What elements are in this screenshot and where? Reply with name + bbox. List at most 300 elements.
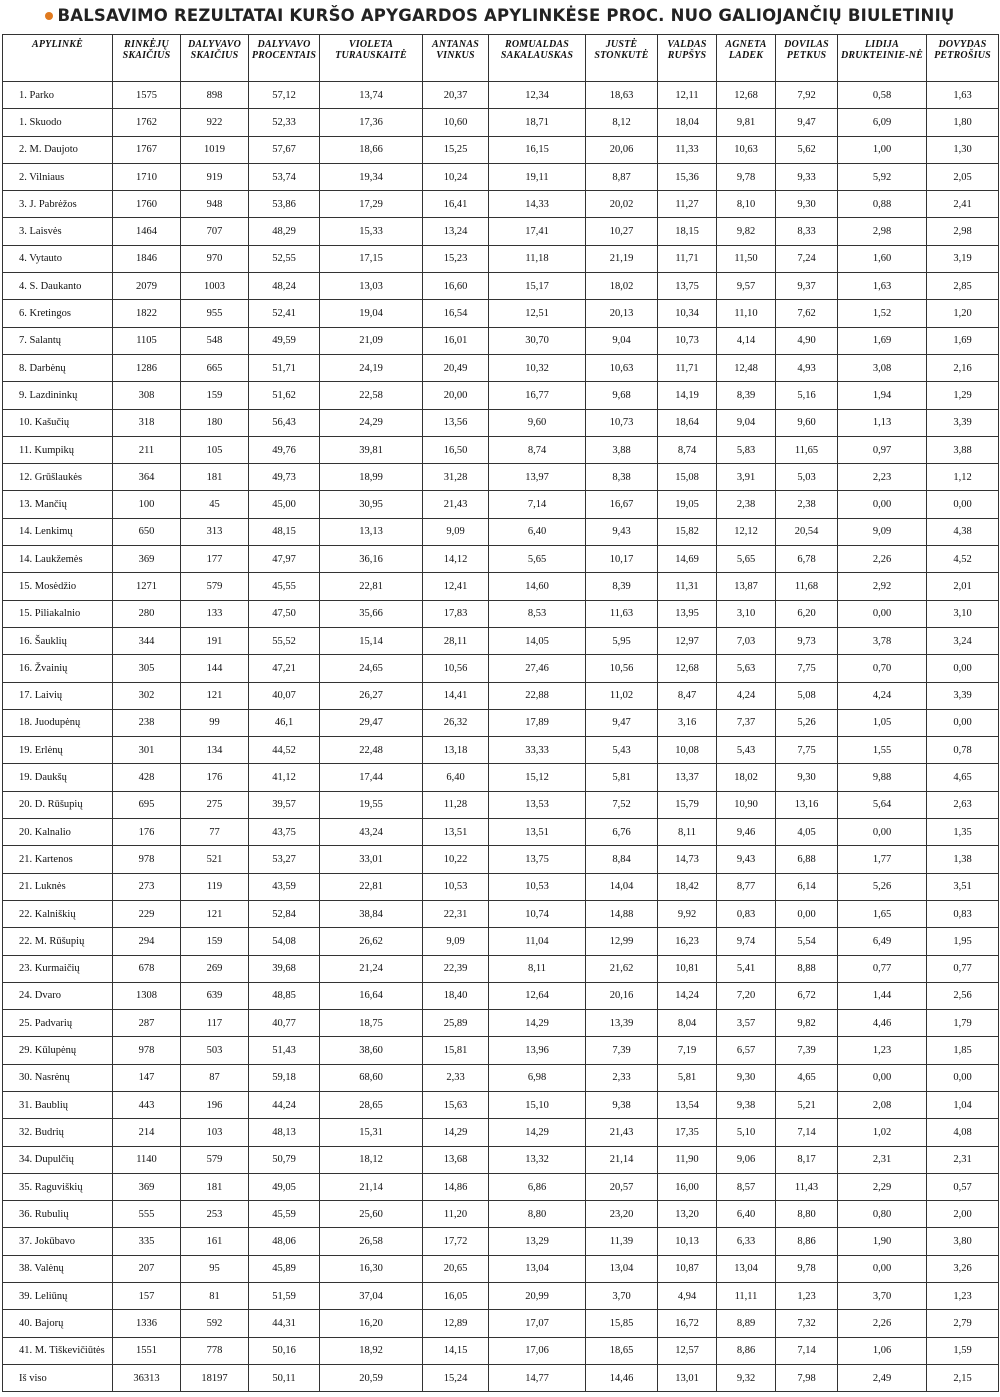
value-cell: 207 [113,1255,181,1282]
value-cell: 15,17 [489,273,586,300]
value-cell: 33,01 [320,846,423,873]
value-cell: 7,14 [776,1119,838,1146]
value-cell: 579 [181,1146,249,1173]
district-name-cell: 6. Kretingos [3,300,113,327]
table-row [3,1255,999,1282]
value-cell: 8,80 [489,1201,586,1228]
table-row [3,1201,999,1228]
value-cell: 20,02 [586,191,658,218]
value-cell: 19,04 [320,300,423,327]
value-cell: 5,65 [489,546,586,573]
value-cell: 0,83 [927,900,999,927]
value-cell: 95 [181,1255,249,1282]
value-cell: 269 [181,955,249,982]
value-cell: 8,17 [776,1146,838,1173]
value-cell: 68,60 [320,1064,423,1091]
value-cell: 13,20 [658,1201,717,1228]
header-cell: RINKĖJŲ SKAIČIUS [113,35,181,82]
value-cell: 16,41 [423,191,489,218]
page-title [0,2,1000,30]
value-cell: 0,00 [838,819,927,846]
value-cell: 1,52 [838,300,927,327]
value-cell: 2,33 [423,1064,489,1091]
value-cell: 11,02 [586,682,658,709]
value-cell: 3,10 [717,600,776,627]
value-cell: 12,51 [489,300,586,327]
table-row [3,1119,999,1146]
value-cell: 12,57 [658,1337,717,1364]
value-cell: 13,32 [489,1146,586,1173]
value-cell: 5,83 [717,436,776,463]
value-cell: 8,11 [658,819,717,846]
district-name-cell: 8. Darbėnų [3,354,113,381]
value-cell: 9,74 [717,928,776,955]
value-cell: 2,41 [927,191,999,218]
value-cell: 211 [113,436,181,463]
value-cell: 14,88 [586,900,658,927]
value-cell: 0,57 [927,1173,999,1200]
value-cell: 24,29 [320,409,423,436]
value-cell: 14,60 [489,573,586,600]
value-cell: 147 [113,1064,181,1091]
value-cell: 22,31 [423,900,489,927]
value-cell: 3,39 [927,682,999,709]
value-cell: 9,82 [776,1010,838,1037]
value-cell: 6,40 [423,764,489,791]
value-cell: 5,03 [776,464,838,491]
value-cell: 11,65 [776,436,838,463]
value-cell: 22,88 [489,682,586,709]
value-cell: 919 [181,163,249,190]
value-cell: 13,04 [717,1255,776,1282]
value-cell: 6,98 [489,1064,586,1091]
value-cell: 0,00 [838,491,927,518]
value-cell: 21,62 [586,955,658,982]
value-cell: 707 [181,218,249,245]
value-cell: 7,14 [489,491,586,518]
value-cell: 28,11 [423,627,489,654]
value-cell: 5,64 [838,791,927,818]
value-cell: 18,66 [320,136,423,163]
value-cell: 133 [181,600,249,627]
value-cell: 15,33 [320,218,423,245]
value-cell: 8,38 [586,464,658,491]
value-cell: 43,59 [249,873,320,900]
value-cell: 5,16 [776,382,838,409]
value-cell: 6,78 [776,546,838,573]
value-cell: 15,82 [658,518,717,545]
value-cell: 18,92 [320,1337,423,1364]
value-cell: 14,29 [489,1010,586,1037]
value-cell: 15,23 [423,245,489,272]
value-cell: 13,87 [717,573,776,600]
value-cell: 7,75 [776,655,838,682]
table-row [3,1337,999,1364]
value-cell: 43,75 [249,819,320,846]
value-cell: 16,54 [423,300,489,327]
value-cell: 53,27 [249,846,320,873]
value-cell: 17,83 [423,600,489,627]
value-cell: 0,00 [838,1255,927,1282]
value-cell: 1822 [113,300,181,327]
value-cell: 7,52 [586,791,658,818]
value-cell: 1,85 [927,1037,999,1064]
value-cell: 5,41 [717,955,776,982]
value-cell: 9,78 [776,1255,838,1282]
value-cell: 2,38 [717,491,776,518]
value-cell: 275 [181,791,249,818]
value-cell: 10,53 [489,873,586,900]
value-cell: 2,98 [838,218,927,245]
value-cell: 13,51 [489,819,586,846]
value-cell: 47,21 [249,655,320,682]
table-row [3,518,999,545]
table-row [3,1310,999,1337]
table-row [3,955,999,982]
table-row [3,245,999,272]
table-row [3,573,999,600]
value-cell: 52,84 [249,900,320,927]
value-cell: 10,63 [586,354,658,381]
value-cell: 1,65 [838,900,927,927]
value-cell: 11,11 [717,1283,776,1310]
value-cell: 4,90 [776,327,838,354]
value-cell: 5,43 [586,737,658,764]
value-cell: 0,00 [776,900,838,927]
value-cell: 9,30 [717,1064,776,1091]
value-cell: 16,72 [658,1310,717,1337]
value-cell: 0,00 [927,655,999,682]
value-cell: 12,68 [717,82,776,109]
value-cell: 144 [181,655,249,682]
value-cell: 17,36 [320,109,423,136]
value-cell: 2,08 [838,1091,927,1118]
table-row [3,1283,999,1310]
value-cell: 18197 [181,1364,249,1391]
value-cell: 44,24 [249,1091,320,1118]
value-cell: 5,92 [838,163,927,190]
value-cell: 45 [181,491,249,518]
value-cell: 3,08 [838,354,927,381]
table-row [3,682,999,709]
value-cell: 81 [181,1283,249,1310]
value-cell: 650 [113,518,181,545]
value-cell: 100 [113,491,181,518]
value-cell: 16,77 [489,382,586,409]
value-cell: 9,88 [838,764,927,791]
value-cell: 10,87 [658,1255,717,1282]
value-cell: 196 [181,1091,249,1118]
table-row [3,1228,999,1255]
value-cell: 36,16 [320,546,423,573]
value-cell: 17,44 [320,764,423,791]
value-cell: 1760 [113,191,181,218]
value-cell: 57,12 [249,82,320,109]
district-name-cell: 12. Grūšlaukės [3,464,113,491]
table-row [3,764,999,791]
district-name-cell: 31. Baublių [3,1091,113,1118]
value-cell: 9,38 [717,1091,776,1118]
value-cell: 9,47 [586,709,658,736]
value-cell: 53,74 [249,163,320,190]
table-row [3,982,999,1009]
value-cell: 20,54 [776,518,838,545]
value-cell: 20,00 [423,382,489,409]
value-cell: 238 [113,709,181,736]
value-cell: 11,10 [717,300,776,327]
value-cell: 2,15 [927,1364,999,1391]
value-cell: 45,55 [249,573,320,600]
value-cell: 13,75 [658,273,717,300]
value-cell: 46,1 [249,709,320,736]
value-cell: 8,53 [489,600,586,627]
table-row [3,163,999,190]
value-cell: 16,60 [423,273,489,300]
value-cell: 639 [181,982,249,1009]
value-cell: 3,16 [658,709,717,736]
value-cell: 15,79 [658,791,717,818]
value-cell: 41,12 [249,764,320,791]
value-cell: 0,78 [927,737,999,764]
value-cell: 11,04 [489,928,586,955]
value-cell: 16,30 [320,1255,423,1282]
value-cell: 5,26 [838,873,927,900]
district-name-cell: 22. Kalniškių [3,900,113,927]
value-cell: 14,69 [658,546,717,573]
district-name-cell: 24. Dvaro [3,982,113,1009]
value-cell: 12,48 [717,354,776,381]
value-cell: 1762 [113,109,181,136]
value-cell: 15,36 [658,163,717,190]
value-cell: 0,00 [838,1064,927,1091]
value-cell: 1308 [113,982,181,1009]
value-cell: 40,77 [249,1010,320,1037]
value-cell: 14,15 [423,1337,489,1364]
value-cell: 52,33 [249,109,320,136]
value-cell: 13,74 [320,82,423,109]
value-cell: 369 [113,1173,181,1200]
value-cell: 17,07 [489,1310,586,1337]
value-cell: 9,68 [586,382,658,409]
value-cell: 11,71 [658,245,717,272]
value-cell: 50,79 [249,1146,320,1173]
value-cell: 1,23 [838,1037,927,1064]
value-cell: 1,80 [927,109,999,136]
value-cell: 26,32 [423,709,489,736]
value-cell: 6,33 [717,1228,776,1255]
value-cell: 0,80 [838,1201,927,1228]
value-cell: 970 [181,245,249,272]
value-cell: 0,00 [838,600,927,627]
value-cell: 364 [113,464,181,491]
value-cell: 14,05 [489,627,586,654]
value-cell: 313 [181,518,249,545]
value-cell: 1464 [113,218,181,245]
value-cell: 54,08 [249,928,320,955]
value-cell: 4,38 [927,518,999,545]
value-cell: 18,04 [658,109,717,136]
district-name-cell: 13. Mančių [3,491,113,518]
value-cell: 9,43 [586,518,658,545]
value-cell: 10,34 [658,300,717,327]
value-cell: 25,60 [320,1201,423,1228]
value-cell: 10,27 [586,218,658,245]
value-cell: 176 [113,819,181,846]
table-row [3,1037,999,1064]
value-cell: 955 [181,300,249,327]
value-cell: 1105 [113,327,181,354]
value-cell: 5,10 [717,1119,776,1146]
value-cell: 318 [113,409,181,436]
value-cell: 1,12 [927,464,999,491]
value-cell: 7,03 [717,627,776,654]
value-cell: 1,23 [927,1283,999,1310]
value-cell: 18,15 [658,218,717,245]
value-cell: 12,41 [423,573,489,600]
district-name-cell: 34. Dupulčių [3,1146,113,1173]
district-name-cell: 20. D. Rūšupių [3,791,113,818]
district-name-cell: 15. Piliakalnio [3,600,113,627]
value-cell: 180 [181,409,249,436]
value-cell: 13,54 [658,1091,717,1118]
value-cell: 7,75 [776,737,838,764]
district-name-cell: 25. Padvarių [3,1010,113,1037]
value-cell: 5,81 [658,1064,717,1091]
value-cell: 26,58 [320,1228,423,1255]
value-cell: 51,62 [249,382,320,409]
value-cell: 4,08 [927,1119,999,1146]
value-cell: 11,28 [423,791,489,818]
value-cell: 12,99 [586,928,658,955]
value-cell: 4,52 [927,546,999,573]
value-cell: 77 [181,819,249,846]
value-cell: 5,95 [586,627,658,654]
value-cell: 15,85 [586,1310,658,1337]
value-cell: 22,81 [320,573,423,600]
value-cell: 16,23 [658,928,717,955]
district-name-cell: 21. Kartenos [3,846,113,873]
value-cell: 2,85 [927,273,999,300]
value-cell: 48,13 [249,1119,320,1146]
value-cell: 369 [113,546,181,573]
value-cell: 22,58 [320,382,423,409]
district-name-cell: 35. Raguviškių [3,1173,113,1200]
table-body [3,82,999,1392]
value-cell: 9,60 [776,409,838,436]
value-cell: 14,73 [658,846,717,873]
value-cell: 18,75 [320,1010,423,1037]
value-cell: 8,74 [658,436,717,463]
value-cell: 280 [113,600,181,627]
value-cell: 45,59 [249,1201,320,1228]
value-cell: 11,71 [658,354,717,381]
value-cell: 103 [181,1119,249,1146]
value-cell: 13,37 [658,764,717,791]
value-cell: 302 [113,682,181,709]
value-cell: 6,49 [838,928,927,955]
district-name-cell: 29. Kūlupėnų [3,1037,113,1064]
value-cell: 1,20 [927,300,999,327]
value-cell: 7,39 [586,1037,658,1064]
value-cell: 119 [181,873,249,900]
value-cell: 121 [181,900,249,927]
value-cell: 11,50 [717,245,776,272]
value-cell: 9,57 [717,273,776,300]
value-cell: 15,31 [320,1119,423,1146]
value-cell: 5,81 [586,764,658,791]
value-cell: 4,24 [717,682,776,709]
value-cell: 13,01 [658,1364,717,1391]
value-cell: 1,79 [927,1010,999,1037]
district-name-cell: 32. Budrių [3,1119,113,1146]
value-cell: 9,09 [423,518,489,545]
value-cell: 13,39 [586,1010,658,1037]
value-cell: 2,26 [838,546,927,573]
value-cell: 15,12 [489,764,586,791]
value-cell: 12,89 [423,1310,489,1337]
value-cell: 0,00 [927,709,999,736]
value-cell: 1767 [113,136,181,163]
value-cell: 5,65 [717,546,776,573]
district-name-cell: 4. S. Daukanto [3,273,113,300]
value-cell: 8,74 [489,436,586,463]
value-cell: 1286 [113,354,181,381]
value-cell: 26,62 [320,928,423,955]
value-cell: 3,80 [927,1228,999,1255]
value-cell: 3,78 [838,627,927,654]
value-cell: 503 [181,1037,249,1064]
header-cell: APYLINKĖ [3,35,113,82]
value-cell: 2,56 [927,982,999,1009]
value-cell: 7,39 [776,1037,838,1064]
value-cell: 3,57 [717,1010,776,1037]
value-cell: 10,22 [423,846,489,873]
value-cell: 8,47 [658,682,717,709]
value-cell: 16,05 [423,1283,489,1310]
value-cell: 0,00 [927,491,999,518]
value-cell: 21,14 [320,1173,423,1200]
results-table [2,34,999,1392]
table-row [3,409,999,436]
value-cell: 2,98 [927,218,999,245]
table-row [3,1146,999,1173]
value-cell: 3,51 [927,873,999,900]
value-cell: 678 [113,955,181,982]
value-cell: 12,11 [658,82,717,109]
value-cell: 6,72 [776,982,838,1009]
value-cell: 181 [181,1173,249,1200]
table-row [3,136,999,163]
value-cell: 24,65 [320,655,423,682]
value-cell: 548 [181,327,249,354]
value-cell: 52,55 [249,245,320,272]
value-cell: 21,19 [586,245,658,272]
value-cell: 10,60 [423,109,489,136]
value-cell: 38,84 [320,900,423,927]
value-cell: 15,14 [320,627,423,654]
value-cell: 25,89 [423,1010,489,1037]
value-cell: 3,39 [927,409,999,436]
value-cell: 2,23 [838,464,927,491]
value-cell: 1,90 [838,1228,927,1255]
value-cell: 2,49 [838,1364,927,1391]
value-cell: 19,55 [320,791,423,818]
value-cell: 1,63 [838,273,927,300]
value-cell: 48,24 [249,273,320,300]
value-cell: 48,06 [249,1228,320,1255]
table-row [3,900,999,927]
table-row [3,218,999,245]
